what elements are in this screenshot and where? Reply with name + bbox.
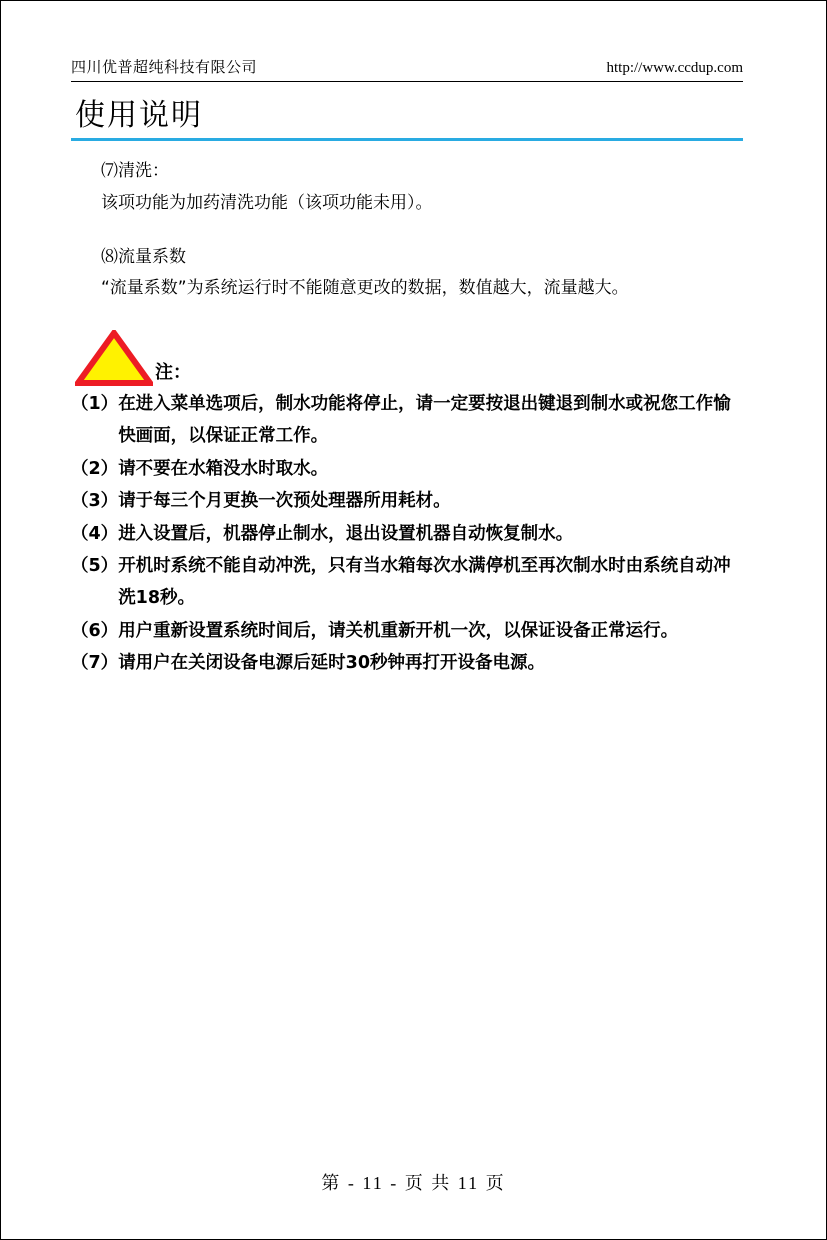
- note-number: （1）: [71, 394, 119, 414]
- note-number: （2）: [71, 458, 119, 479]
- list-item: [71, 388, 743, 453]
- company-url[interactable]: http://www.ccdup.com: [606, 60, 743, 76]
- warning-triangle-icon: [75, 330, 153, 386]
- page-title: 使用说明: [75, 98, 203, 133]
- note-number: （3）: [71, 491, 119, 512]
- note-text: 在进入菜单选项后，制水功能将停止，请一定要按退出键退到制水或祝您工作愉快画面，以保证正常工作。: [118, 394, 731, 447]
- page-header: [71, 56, 743, 82]
- section-heading-flowcoef: ⑻流量系数: [101, 246, 186, 267]
- notes-list: [71, 388, 743, 679]
- note-text: 开机时系统不能自动冲洗，只有当水箱每次水满停机至再次制水时由系统自动冲洗18秒。: [118, 555, 731, 609]
- body-section-flowcoef: [71, 243, 743, 305]
- section-spacer: [71, 221, 743, 243]
- page-footer: 第 - 11 - 页 共 11 页: [321, 1173, 506, 1193]
- company-name: 四川优普超纯科技有限公司: [71, 58, 258, 76]
- note-text: 请于每三个月更换一次预处理器所用耗材。: [118, 491, 451, 512]
- note-text: 进入设置后，机器停止制水，退出设置机器自动恢复制水。: [118, 523, 574, 544]
- note-text: 请不要在水箱没水时取水。: [118, 458, 329, 479]
- list-item: [71, 647, 743, 679]
- title-divider: [71, 138, 743, 141]
- note-number: （6）: [71, 620, 119, 641]
- section-heading-cleaning: ⑺清洗：: [101, 161, 169, 181]
- warning-header: [71, 330, 743, 386]
- list-item: [71, 453, 743, 485]
- section-body-flowcoef: “流量系数”为系统运行时不能随意更改的数据，数值越大，流量越大。: [101, 278, 629, 299]
- note-text: 请用户在关闭设备电源后延时30秒钟再打开设备电源。: [118, 653, 546, 673]
- list-item: [71, 550, 743, 615]
- note-number: （7）: [71, 653, 119, 673]
- list-item: [71, 615, 743, 647]
- section-body-cleaning: 该项功能为加药清洗功能（该项功能未用）。: [101, 192, 433, 213]
- list-item: [71, 485, 743, 517]
- body-section-cleaning: [71, 157, 743, 219]
- warning-label: 注：: [155, 362, 191, 383]
- note-number: （4）: [71, 523, 119, 544]
- note-text: 用户重新设置系统时间后，请关机重新开机一次，以保证设备正常运行。: [118, 620, 679, 641]
- note-number: （5）: [71, 555, 119, 576]
- list-item: [71, 518, 743, 550]
- page-content: [71, 56, 743, 679]
